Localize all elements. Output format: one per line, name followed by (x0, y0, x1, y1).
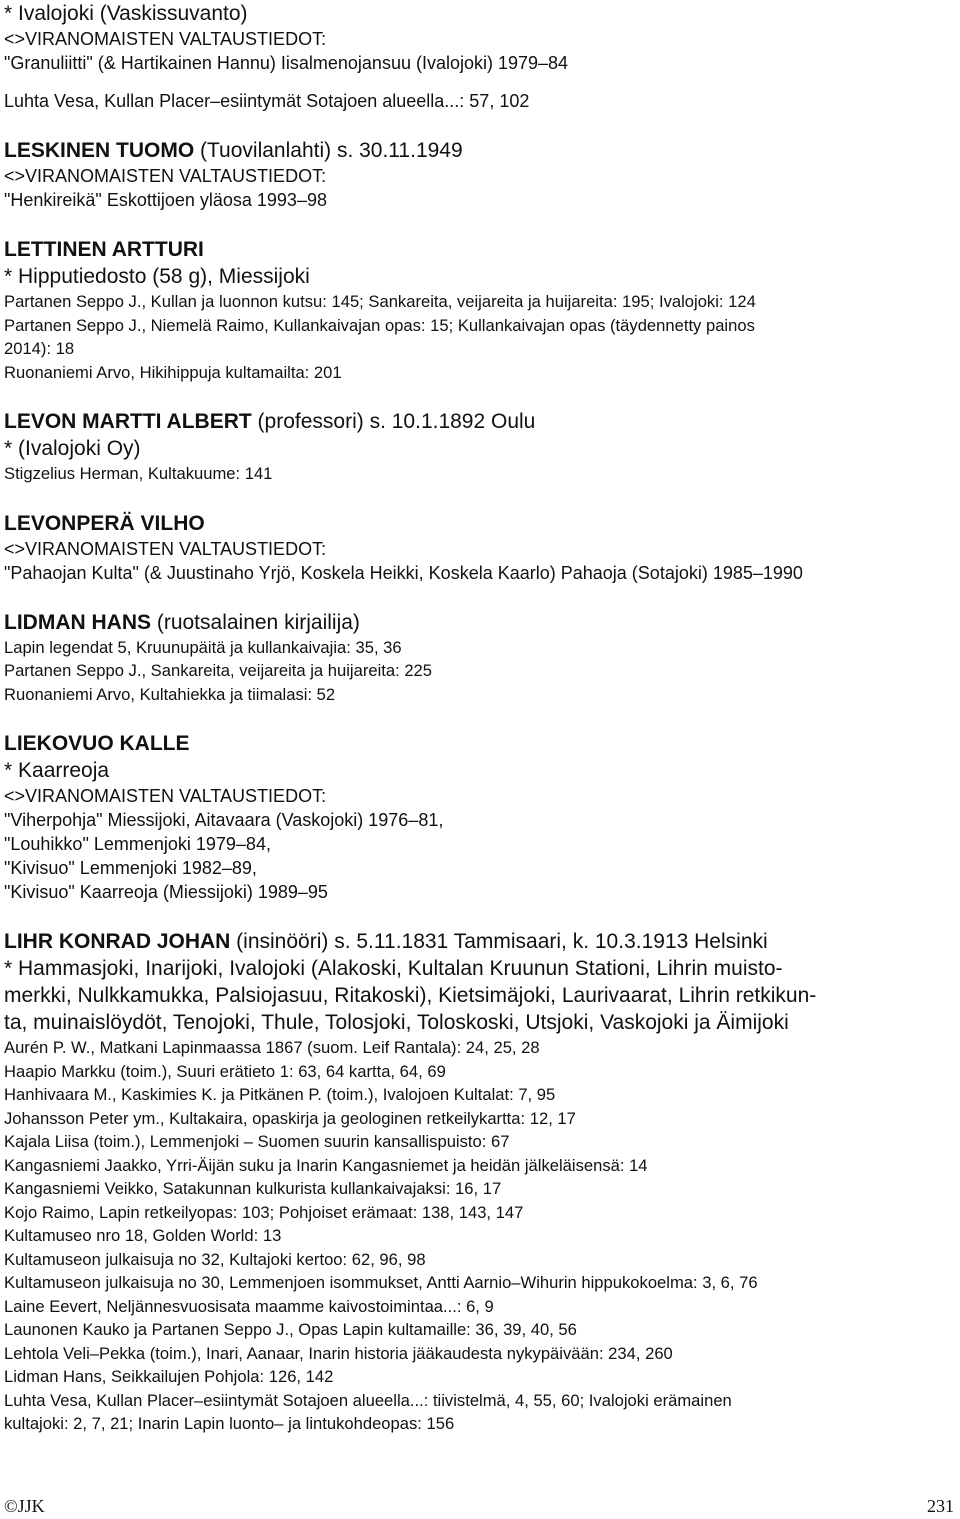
entry-heading (4, 928, 956, 955)
reference-line: Luhta Vesa, Kullan Placer–esiintymät Sotajoen alueella...: 57, 102 (4, 91, 530, 111)
reference-line: Ruonaniemi Arvo, Kultahiekka ja tiimalasi: 52 (4, 684, 336, 704)
place-line: * Hammasjoki, Inarijoki, Ivalojoki (Alakoski, Kultalan Kruunun Stationi, Lihrin muisto- (4, 957, 783, 980)
claim-line: "Louhikko" Lemmenjoki 1979–84, (4, 834, 271, 854)
place-line: ta, muinaislöydöt, Tenojoki, Thule, Tolosjoki, Toloskoski, Utsjoki, Vaskojoki ja Äimijoki (4, 1011, 789, 1034)
reference-line: Haapio Markku (toim.), Suuri erätieto 1: 63, 64 kartta, 64, 69 (4, 1061, 446, 1081)
reference-line: Kajala Liisa (toim.), Lemmenjoki – Suomen suurin kansallispuisto: 67 (4, 1132, 510, 1151)
person-name: LESKINEN TUOMO (4, 139, 195, 162)
entry-lettinen (4, 236, 956, 384)
place-line: merkki, Nulkkamukka, Palsiojasuu, Ritakoski), Kietsimäjoki, Laurivaarat, Lihrin retkikun- (4, 984, 817, 1007)
claims-header: <>VIRANOMAISTEN VALTAUSTIEDOT: (4, 29, 327, 49)
reference-line: Lehtola Veli–Pekka (toim.), Inari, Aanaar, Inarin historia jääkaudesta nykypäivään: 234, 260 (4, 1343, 673, 1363)
claims-header: <>VIRANOMAISTEN VALTAUSTIEDOT: (4, 538, 327, 559)
reference-line: Kojo Raimo, Lapin retkeilyopas: 103; Pohjoiset erämaat: 138, 143, 147 (4, 1202, 524, 1222)
claim-line: "Kivisuo" Kaarreoja (Miessijoki) 1989–95 (4, 882, 328, 902)
entry-heading (4, 137, 956, 164)
claim-line: "Henkireikä" Eskottijoen yläosa 1993–98 (4, 190, 327, 210)
claim-line: "Kivisuo" Lemmenjoki 1982–89, (4, 858, 257, 878)
reference-line: kultajoki: 2, 7, 21; Inarin Lapin luonto– ja lintukohdeopas: 156 (4, 1414, 455, 1433)
reference-line: Launonen Kauko ja Partanen Seppo J., Opas Lapin kultamaille: 36, 39, 40, 56 (4, 1320, 577, 1339)
person-name: LETTINEN ARTTURI (4, 238, 204, 261)
reference-line: Hanhivaara M., Kaskimies K. ja Pitkänen P. (toim.), Ivalojoen Kultalat: 7, 95 (4, 1085, 556, 1104)
reference-line: Partanen Seppo J., Sankareita, veijareita ja huijareita: 225 (4, 661, 433, 680)
person-name: LIEKOVUO KALLE (4, 732, 190, 755)
person-details: (professori) s. 10.1.1892 Oulu (251, 410, 536, 433)
document-page (4, 0, 956, 1436)
entry-heading (4, 408, 956, 435)
entry-heading (4, 236, 956, 263)
claim-line: "Granuliitti" (& Hartikainen Hannu) Iisalmenojansuu (Ivalojoki) 1979–84 (4, 53, 569, 73)
reference-line: Ruonaniemi Arvo, Hikihippuja kultamailta: 201 (4, 362, 342, 382)
entry-heading (4, 730, 956, 757)
person-details: (Tuovilanlahti) s. 30.11.1949 (194, 139, 463, 162)
entry-lihr (4, 928, 956, 1436)
claims-header: <>VIRANOMAISTEN VALTAUSTIEDOT: (4, 166, 327, 186)
reference-line: Aurén P. W., Matkani Lapinmaassa 1867 (suom. Leif Rantala): 24, 25, 28 (4, 1038, 540, 1057)
place-line: * Hipputiedosto (58 g), Miessijoki (4, 265, 310, 288)
entry-ivalojoki (4, 0, 956, 113)
claim-line: "Viherpohja" Miessijoki, Aitavaara (Vaskojoki) 1976–81, (4, 810, 444, 830)
reference-line: Kultamuseo nro 18, Golden World: 13 (4, 1226, 282, 1245)
person-details: (insinööri) s. 5.11.1831 Tammisaari, k. 10.3.1913 Helsinki (230, 930, 768, 953)
reference-line: Lapin legendat 5, Kruunupäitä ja kullankaivajia: 35, 36 (4, 637, 402, 657)
claim-line: "Pahaojan Kulta" (& Juustinaho Yrjö, Koskela Heikki, Koskela Kaarlo) Pahaoja (Sotajoki) 1985–1990 (4, 562, 803, 583)
entry-heading (4, 609, 956, 636)
person-name: LIDMAN HANS (4, 610, 151, 634)
reference-line: Kultamuseon julkaisuja no 30, Lemmenjoen isommukset, Antti Aarnio–Wihurin hippukokoelma: 3, 6, 76 (4, 1273, 758, 1292)
place-line: * Kaarreoja (4, 759, 110, 782)
place-line: * (Ivalojoki Oy) (4, 437, 141, 460)
page-footer (4, 1495, 956, 1517)
entry-liekovuo (4, 730, 956, 904)
reference-line: Laine Eevert, Neljännesvuosisata maamme kaivostoimintaa...: 6, 9 (4, 1296, 494, 1316)
claims-header: <>VIRANOMAISTEN VALTAUSTIEDOT: (4, 786, 327, 806)
person-name: LEVON MARTTI ALBERT (4, 410, 252, 433)
copyright-mark: ©JJK (4, 1496, 45, 1516)
person-details: (ruotsalainen kirjailija) (151, 610, 360, 634)
reference-line: Johansson Peter ym., Kultakaira, opaskirja ja geologinen retkeilykartta: 12, 17 (4, 1108, 576, 1128)
page-number: 231 (927, 1496, 954, 1516)
entry-leskinen (4, 137, 956, 212)
reference-line: 2014): 18 (4, 339, 75, 358)
entry-levon (4, 408, 956, 486)
reference-line: Partanen Seppo J., Kullan ja luonnon kutsu: 145; Sankareita, veijareita ja huijareita: 195; Ivalojoki: 124 (4, 292, 756, 311)
person-name: LIHR KONRAD JOHAN (4, 930, 231, 953)
reference-line: Lidman Hans, Seikkailujen Pohjola: 126, 142 (4, 1367, 334, 1386)
reference-line: Partanen Seppo J., Niemelä Raimo, Kullankaivajan opas: 15; Kullankaivajan opas (täydennetty painos (4, 315, 755, 335)
reference-line: Kangasniemi Jaakko, Yrri-Äijän suku ja Inarin Kangasniemet ja heidän jälkeläisensä: 14 (4, 1155, 648, 1175)
entry-heading (4, 510, 956, 537)
place-line: * Ivalojoki (Vaskissuvanto) (4, 2, 248, 25)
reference-line: Kultamuseon julkaisuja no 32, Kultajoki kertoo: 62, 96, 98 (4, 1249, 426, 1269)
reference-line: Kangasniemi Veikko, Satakunnan kulkurista kullankaivajaksi: 16, 17 (4, 1179, 502, 1198)
reference-line: Luhta Vesa, Kullan Placer–esiintymät Sotajoen alueella...: tiivistelmä, 4, 55, 60; Ivalojoki erämainen (4, 1390, 732, 1410)
entry-levonpera (4, 510, 956, 585)
entry-lidman (4, 609, 956, 707)
person-name: LEVONPERÄ VILHO (4, 511, 205, 535)
reference-line: Stigzelius Herman, Kultakuume: 141 (4, 464, 273, 483)
